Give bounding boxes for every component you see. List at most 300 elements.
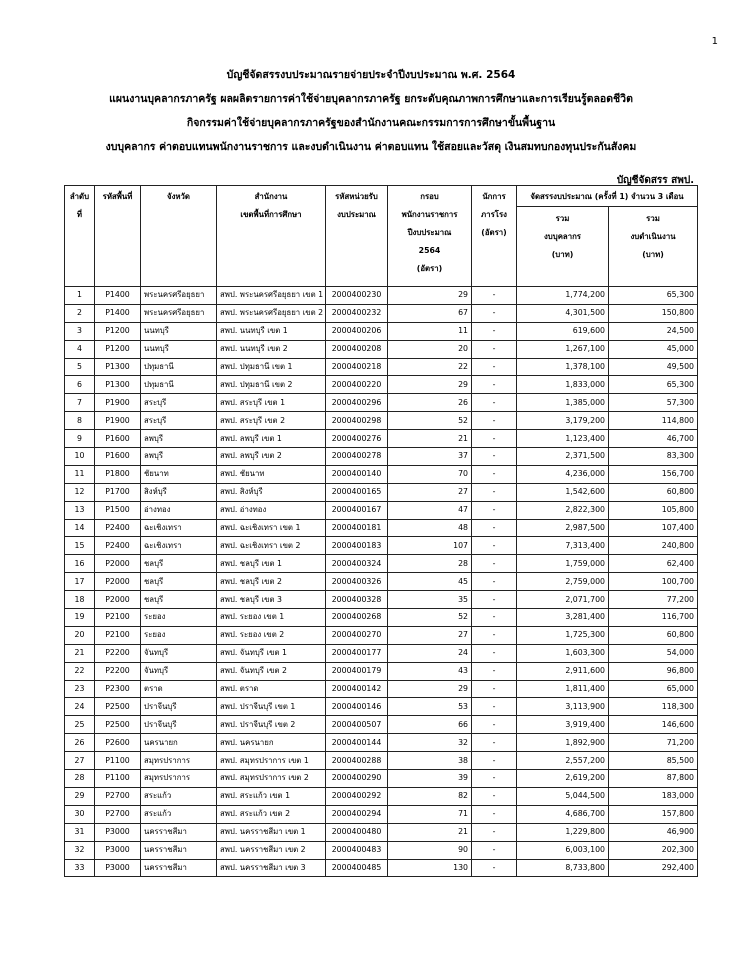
cell-quota: 27 bbox=[388, 626, 472, 644]
header-operating-line-1: รวม bbox=[646, 214, 660, 223]
cell-unit-code: 2000400328 bbox=[326, 591, 388, 609]
cell-area-code: P1400 bbox=[95, 304, 141, 322]
cell-janitor: - bbox=[472, 609, 517, 627]
cell-province: ปราจีนบุรี bbox=[141, 698, 217, 716]
cell-personnel-budget: 2,619,200 bbox=[517, 770, 609, 788]
cell-quota: 66 bbox=[388, 716, 472, 734]
cell-office: สพป. นครราชสีมา เขต 1 bbox=[217, 823, 326, 841]
cell-operating-budget: 46,900 bbox=[609, 823, 698, 841]
cell-operating-budget: 116,700 bbox=[609, 609, 698, 627]
cell-office: สพป. ปทุมธานี เขต 1 bbox=[217, 358, 326, 376]
cell-area-code: P1900 bbox=[95, 412, 141, 430]
cell-no: 1 bbox=[65, 287, 95, 305]
table-row bbox=[65, 537, 698, 555]
cell-no: 12 bbox=[65, 483, 95, 501]
cell-province: สระบุรี bbox=[141, 412, 217, 430]
table-row bbox=[65, 644, 698, 662]
cell-janitor: - bbox=[472, 752, 517, 770]
cell-office: สพป. ชลบุรี เขต 3 bbox=[217, 591, 326, 609]
header-personnel-line-3: (บาท) bbox=[551, 250, 574, 259]
cell-quota: 107 bbox=[388, 537, 472, 555]
cell-office: สพป. ชัยนาท bbox=[217, 465, 326, 483]
cell-quota: 20 bbox=[388, 340, 472, 358]
page-number: 1 bbox=[711, 36, 718, 47]
header-quota-line-5: (อัตรา) bbox=[416, 264, 443, 273]
cell-no: 23 bbox=[65, 680, 95, 698]
cell-office: สพป. นครนายก bbox=[217, 734, 326, 752]
cell-unit-code: 2000400326 bbox=[326, 573, 388, 591]
cell-province: จันทบุรี bbox=[141, 662, 217, 680]
budget-allocation-table bbox=[64, 185, 698, 877]
cell-province: นนทบุรี bbox=[141, 340, 217, 358]
cell-personnel-budget: 2,759,000 bbox=[517, 573, 609, 591]
cell-quota: 35 bbox=[388, 591, 472, 609]
cell-no: 9 bbox=[65, 430, 95, 448]
cell-province: ชลบุรี bbox=[141, 573, 217, 591]
cell-unit-code: 2000400294 bbox=[326, 805, 388, 823]
cell-operating-budget: 107,400 bbox=[609, 519, 698, 537]
cell-personnel-budget: 8,733,800 bbox=[517, 859, 609, 877]
cell-janitor: - bbox=[472, 555, 517, 573]
cell-province: สระแก้ว bbox=[141, 805, 217, 823]
cell-area-code: P2000 bbox=[95, 573, 141, 591]
cell-area-code: P1200 bbox=[95, 322, 141, 340]
cell-unit-code: 2000400144 bbox=[326, 734, 388, 752]
cell-quota: 70 bbox=[388, 465, 472, 483]
cell-operating-budget: 85,500 bbox=[609, 752, 698, 770]
cell-area-code: P2200 bbox=[95, 662, 141, 680]
cell-janitor: - bbox=[472, 322, 517, 340]
cell-office: สพป. นนทบุรี เขต 1 bbox=[217, 322, 326, 340]
cell-quota: 21 bbox=[388, 430, 472, 448]
cell-office: สพป. ตราด bbox=[217, 680, 326, 698]
cell-province: ลพบุรี bbox=[141, 448, 217, 466]
cell-quota: 24 bbox=[388, 644, 472, 662]
cell-office: สพป. จันทบุรี เขต 2 bbox=[217, 662, 326, 680]
table-row bbox=[65, 573, 698, 591]
cell-unit-code: 2000400146 bbox=[326, 698, 388, 716]
cell-quota: 28 bbox=[388, 555, 472, 573]
header-quota-line-1: กรอบ bbox=[420, 192, 439, 201]
header-quota-line-2: พนักงานราชการ bbox=[401, 210, 458, 219]
cell-janitor: - bbox=[472, 287, 517, 305]
cell-area-code: P2500 bbox=[95, 716, 141, 734]
cell-janitor: - bbox=[472, 448, 517, 466]
cell-area-code: P2100 bbox=[95, 609, 141, 627]
cell-janitor: - bbox=[472, 394, 517, 412]
cell-no: 15 bbox=[65, 537, 95, 555]
cell-unit-code: 2000400230 bbox=[326, 287, 388, 305]
cell-no: 30 bbox=[65, 805, 95, 823]
cell-janitor: - bbox=[472, 573, 517, 591]
cell-operating-budget: 183,000 bbox=[609, 787, 698, 805]
cell-personnel-budget: 3,113,900 bbox=[517, 698, 609, 716]
table-row bbox=[65, 376, 698, 394]
cell-quota: 90 bbox=[388, 841, 472, 859]
cell-janitor: - bbox=[472, 626, 517, 644]
cell-janitor: - bbox=[472, 376, 517, 394]
cell-operating-budget: 83,300 bbox=[609, 448, 698, 466]
cell-janitor: - bbox=[472, 304, 517, 322]
cell-operating-budget: 60,800 bbox=[609, 483, 698, 501]
cell-unit-code: 2000400507 bbox=[326, 716, 388, 734]
cell-operating-budget: 202,300 bbox=[609, 841, 698, 859]
cell-personnel-budget: 5,044,500 bbox=[517, 787, 609, 805]
table-row bbox=[65, 519, 698, 537]
cell-unit-code: 2000400206 bbox=[326, 322, 388, 340]
cell-office: สพป. ระยอง เขต 1 bbox=[217, 609, 326, 627]
cell-office: สพป. ชลบุรี เขต 1 bbox=[217, 555, 326, 573]
cell-janitor: - bbox=[472, 591, 517, 609]
cell-office: สพป. อ่างทอง bbox=[217, 501, 326, 519]
cell-operating-budget: 54,000 bbox=[609, 644, 698, 662]
cell-janitor: - bbox=[472, 537, 517, 555]
cell-area-code: P2200 bbox=[95, 644, 141, 662]
header-operating-line-2: งบดำเนินงาน bbox=[630, 232, 676, 241]
cell-operating-budget: 240,800 bbox=[609, 537, 698, 555]
cell-quota: 38 bbox=[388, 752, 472, 770]
cell-personnel-budget: 1,725,300 bbox=[517, 626, 609, 644]
cell-no: 17 bbox=[65, 573, 95, 591]
cell-quota: 32 bbox=[388, 734, 472, 752]
cell-unit-code: 2000400179 bbox=[326, 662, 388, 680]
cell-quota: 37 bbox=[388, 448, 472, 466]
cell-janitor: - bbox=[472, 859, 517, 877]
cell-operating-budget: 45,000 bbox=[609, 340, 698, 358]
header-personnel-line-2: งบบุคลากร bbox=[544, 232, 581, 241]
cell-office: สพป. สระแก้ว เขต 2 bbox=[217, 805, 326, 823]
table-row bbox=[65, 716, 698, 734]
cell-no: 14 bbox=[65, 519, 95, 537]
cell-janitor: - bbox=[472, 841, 517, 859]
cell-province: พระนครศรีอยุธยา bbox=[141, 287, 217, 305]
cell-office: สพป. ลพบุรี เขต 2 bbox=[217, 448, 326, 466]
cell-operating-budget: 100,700 bbox=[609, 573, 698, 591]
cell-no: 13 bbox=[65, 501, 95, 519]
cell-province: ชลบุรี bbox=[141, 555, 217, 573]
cell-no: 31 bbox=[65, 823, 95, 841]
cell-quota: 47 bbox=[388, 501, 472, 519]
cell-area-code: P1600 bbox=[95, 448, 141, 466]
cell-area-code: P2100 bbox=[95, 626, 141, 644]
cell-quota: 26 bbox=[388, 394, 472, 412]
cell-personnel-budget: 1,892,900 bbox=[517, 734, 609, 752]
cell-janitor: - bbox=[472, 805, 517, 823]
cell-province: ลพบุรี bbox=[141, 430, 217, 448]
document-headings bbox=[0, 63, 742, 159]
table-row bbox=[65, 483, 698, 501]
cell-operating-budget: 49,500 bbox=[609, 358, 698, 376]
cell-no: 16 bbox=[65, 555, 95, 573]
cell-unit-code: 2000400232 bbox=[326, 304, 388, 322]
cell-janitor: - bbox=[472, 340, 517, 358]
cell-operating-budget: 146,600 bbox=[609, 716, 698, 734]
cell-province: นครนายก bbox=[141, 734, 217, 752]
cell-operating-budget: 60,800 bbox=[609, 626, 698, 644]
cell-operating-budget: 71,200 bbox=[609, 734, 698, 752]
table-row bbox=[65, 698, 698, 716]
header-unit-code-line-2: งบประมาณ bbox=[337, 210, 376, 219]
cell-province: ระยอง bbox=[141, 626, 217, 644]
cell-personnel-budget: 1,385,000 bbox=[517, 394, 609, 412]
header-office bbox=[217, 186, 326, 287]
cell-janitor: - bbox=[472, 716, 517, 734]
cell-quota: 71 bbox=[388, 805, 472, 823]
header-quota-line-3: ปีงบประมาณ bbox=[407, 228, 452, 237]
cell-area-code: P3000 bbox=[95, 841, 141, 859]
cell-unit-code: 2000400177 bbox=[326, 644, 388, 662]
table-row bbox=[65, 626, 698, 644]
header-office-line-1: สำนักงาน bbox=[254, 192, 288, 201]
cell-unit-code: 2000400183 bbox=[326, 537, 388, 555]
table-row bbox=[65, 287, 698, 305]
cell-personnel-budget: 1,267,100 bbox=[517, 340, 609, 358]
cell-operating-budget: 292,400 bbox=[609, 859, 698, 877]
cell-office: สพป. สมุทรปราการ เขต 1 bbox=[217, 752, 326, 770]
cell-unit-code: 2000400220 bbox=[326, 376, 388, 394]
cell-janitor: - bbox=[472, 358, 517, 376]
title-line-4: งบบุคลากร ค่าตอบแทนพนักงานราชการ และงบดำเนินงาน ค่าตอบแทน ใช้สอยและวัสดุ เงินสมทบกองทุนประกันสังคม bbox=[105, 141, 637, 153]
cell-no: 32 bbox=[65, 841, 95, 859]
cell-area-code: P1300 bbox=[95, 376, 141, 394]
cell-janitor: - bbox=[472, 770, 517, 788]
cell-operating-budget: 57,300 bbox=[609, 394, 698, 412]
cell-area-code: P2000 bbox=[95, 555, 141, 573]
cell-unit-code: 2000400480 bbox=[326, 823, 388, 841]
cell-office: สพป. ฉะเชิงเทรา เขต 1 bbox=[217, 519, 326, 537]
cell-operating-budget: 157,800 bbox=[609, 805, 698, 823]
cell-unit-code: 2000400181 bbox=[326, 519, 388, 537]
table-row bbox=[65, 734, 698, 752]
cell-office: สพป. ปราจีนบุรี เขต 2 bbox=[217, 716, 326, 734]
cell-no: 20 bbox=[65, 626, 95, 644]
cell-personnel-budget: 1,833,000 bbox=[517, 376, 609, 394]
header-allocation: จัดสรรงบประมาณ (ครั้งที่ 1) จำนวน 3 เดือน bbox=[517, 186, 698, 207]
cell-unit-code: 2000400276 bbox=[326, 430, 388, 448]
cell-unit-code: 2000400270 bbox=[326, 626, 388, 644]
cell-office: สพป. นครราชสีมา เขต 3 bbox=[217, 859, 326, 877]
cell-janitor: - bbox=[472, 483, 517, 501]
header-janitor-line-3: (อัตรา) bbox=[481, 228, 507, 237]
cell-office: สพป. ระยอง เขต 2 bbox=[217, 626, 326, 644]
cell-no: 33 bbox=[65, 859, 95, 877]
cell-office: สพป. พระนครศรีอยุธยา เขต 2 bbox=[217, 304, 326, 322]
cell-personnel-budget: 2,071,700 bbox=[517, 591, 609, 609]
cell-area-code: P2400 bbox=[95, 519, 141, 537]
cell-quota: 22 bbox=[388, 358, 472, 376]
cell-operating-budget: 65,300 bbox=[609, 376, 698, 394]
cell-quota: 130 bbox=[388, 859, 472, 877]
table-row bbox=[65, 340, 698, 358]
table-row bbox=[65, 787, 698, 805]
cell-office: สพป. นนทบุรี เขต 2 bbox=[217, 340, 326, 358]
cell-province: ตราด bbox=[141, 680, 217, 698]
cell-area-code: P2700 bbox=[95, 787, 141, 805]
table-row bbox=[65, 805, 698, 823]
header-personnel-budget bbox=[517, 207, 609, 287]
cell-operating-budget: 150,800 bbox=[609, 304, 698, 322]
cell-province: นนทบุรี bbox=[141, 322, 217, 340]
cell-area-code: P1300 bbox=[95, 358, 141, 376]
title-line-3: กิจกรรมค่าใช้จ่ายบุคลากรภาครัฐของสำนักงานคณะกรรมการการศึกษาขั้นพื้นฐาน bbox=[186, 117, 556, 129]
cell-janitor: - bbox=[472, 698, 517, 716]
cell-area-code: P2300 bbox=[95, 680, 141, 698]
cell-operating-budget: 118,300 bbox=[609, 698, 698, 716]
table-header bbox=[65, 186, 698, 287]
cell-no: 8 bbox=[65, 412, 95, 430]
table-row bbox=[65, 680, 698, 698]
cell-office: สพป. ชลบุรี เขต 2 bbox=[217, 573, 326, 591]
table-row bbox=[65, 662, 698, 680]
header-quota-line-4: 2564 bbox=[418, 246, 441, 255]
cell-province: ฉะเชิงเทรา bbox=[141, 537, 217, 555]
table-row bbox=[65, 394, 698, 412]
cell-office: สพป. นครราชสีมา เขต 2 bbox=[217, 841, 326, 859]
cell-personnel-budget: 2,557,200 bbox=[517, 752, 609, 770]
cell-no: 25 bbox=[65, 716, 95, 734]
header-operating-line-3: (บาท) bbox=[642, 250, 664, 259]
header-no-line-2: ที่ bbox=[76, 210, 83, 219]
cell-quota: 21 bbox=[388, 823, 472, 841]
cell-janitor: - bbox=[472, 680, 517, 698]
cell-office: สพป. สระบุรี เขต 2 bbox=[217, 412, 326, 430]
table-row bbox=[65, 591, 698, 609]
header-janitor-line-1: นักการ bbox=[482, 192, 506, 201]
title-line-2: แผนงานบุคลากรภาครัฐ ผลผลิตรายการค่าใช้จ่ายบุคลากรภาครัฐ ยกระดับคุณภาพการศึกษาและการเรียนรู้ตลอดชีวิต bbox=[109, 93, 633, 105]
cell-province: อ่างทอง bbox=[141, 501, 217, 519]
cell-operating-budget: 105,800 bbox=[609, 501, 698, 519]
cell-province: จันทบุรี bbox=[141, 644, 217, 662]
cell-province: ชัยนาท bbox=[141, 465, 217, 483]
cell-unit-code: 2000400290 bbox=[326, 770, 388, 788]
table-row bbox=[65, 841, 698, 859]
cell-unit-code: 2000400268 bbox=[326, 609, 388, 627]
cell-quota: 29 bbox=[388, 680, 472, 698]
cell-operating-budget: 46,700 bbox=[609, 430, 698, 448]
header-operating-budget bbox=[609, 207, 698, 287]
cell-province: ฉะเชิงเทรา bbox=[141, 519, 217, 537]
cell-janitor: - bbox=[472, 430, 517, 448]
table-body bbox=[65, 287, 698, 877]
cell-no: 22 bbox=[65, 662, 95, 680]
cell-quota: 52 bbox=[388, 412, 472, 430]
cell-area-code: P1600 bbox=[95, 430, 141, 448]
cell-no: 24 bbox=[65, 698, 95, 716]
cell-personnel-budget: 3,179,200 bbox=[517, 412, 609, 430]
cell-province: ปทุมธานี bbox=[141, 376, 217, 394]
cell-janitor: - bbox=[472, 465, 517, 483]
cell-unit-code: 2000400288 bbox=[326, 752, 388, 770]
cell-janitor: - bbox=[472, 501, 517, 519]
cell-no: 7 bbox=[65, 394, 95, 412]
cell-office: สพป. ปทุมธานี เขต 2 bbox=[217, 376, 326, 394]
cell-unit-code: 2000400485 bbox=[326, 859, 388, 877]
cell-no: 10 bbox=[65, 448, 95, 466]
table-row bbox=[65, 770, 698, 788]
cell-office: สพป. จันทบุรี เขต 1 bbox=[217, 644, 326, 662]
table-row bbox=[65, 322, 698, 340]
cell-area-code: P1400 bbox=[95, 287, 141, 305]
cell-unit-code: 2000400292 bbox=[326, 787, 388, 805]
cell-province: สระบุรี bbox=[141, 394, 217, 412]
cell-no: 2 bbox=[65, 304, 95, 322]
header-area-code: รหัสพื้นที่ bbox=[95, 186, 141, 287]
cell-no: 18 bbox=[65, 591, 95, 609]
cell-no: 3 bbox=[65, 322, 95, 340]
cell-office: สพป. พระนครศรีอยุธยา เขต 1 bbox=[217, 287, 326, 305]
cell-personnel-budget: 619,600 bbox=[517, 322, 609, 340]
cell-operating-budget: 114,800 bbox=[609, 412, 698, 430]
cell-no: 6 bbox=[65, 376, 95, 394]
cell-operating-budget: 77,200 bbox=[609, 591, 698, 609]
cell-province: นครราชสีมา bbox=[141, 823, 217, 841]
cell-area-code: P3000 bbox=[95, 859, 141, 877]
cell-quota: 29 bbox=[388, 287, 472, 305]
table-row bbox=[65, 412, 698, 430]
cell-janitor: - bbox=[472, 662, 517, 680]
cell-area-code: P1200 bbox=[95, 340, 141, 358]
cell-personnel-budget: 1,603,300 bbox=[517, 644, 609, 662]
header-unit-code bbox=[326, 186, 388, 287]
table-row bbox=[65, 752, 698, 770]
cell-janitor: - bbox=[472, 734, 517, 752]
table-row bbox=[65, 609, 698, 627]
table-row bbox=[65, 823, 698, 841]
cell-personnel-budget: 1,542,600 bbox=[517, 483, 609, 501]
cell-office: สพป. สิงห์บุรี bbox=[217, 483, 326, 501]
cell-personnel-budget: 1,811,400 bbox=[517, 680, 609, 698]
cell-office: สพป. สมุทรปราการ เขต 2 bbox=[217, 770, 326, 788]
cell-personnel-budget: 1,378,100 bbox=[517, 358, 609, 376]
cell-operating-budget: 156,700 bbox=[609, 465, 698, 483]
cell-quota: 67 bbox=[388, 304, 472, 322]
cell-personnel-budget: 2,987,500 bbox=[517, 519, 609, 537]
cell-area-code: P2000 bbox=[95, 591, 141, 609]
cell-area-code: P2400 bbox=[95, 537, 141, 555]
cell-office: สพป. สระแก้ว เขต 1 bbox=[217, 787, 326, 805]
cell-no: 27 bbox=[65, 752, 95, 770]
cell-province: สระแก้ว bbox=[141, 787, 217, 805]
cell-area-code: P1100 bbox=[95, 770, 141, 788]
cell-personnel-budget: 1,774,200 bbox=[517, 287, 609, 305]
table-row bbox=[65, 465, 698, 483]
cell-no: 19 bbox=[65, 609, 95, 627]
table-row bbox=[65, 358, 698, 376]
header-janitor-line-2: ภารโรง bbox=[481, 210, 507, 219]
cell-no: 21 bbox=[65, 644, 95, 662]
cell-quota: 29 bbox=[388, 376, 472, 394]
cell-province: ปราจีนบุรี bbox=[141, 716, 217, 734]
cell-unit-code: 2000400208 bbox=[326, 340, 388, 358]
cell-quota: 82 bbox=[388, 787, 472, 805]
header-quota bbox=[388, 186, 472, 287]
cell-personnel-budget: 3,919,400 bbox=[517, 716, 609, 734]
cell-operating-budget: 87,800 bbox=[609, 770, 698, 788]
cell-unit-code: 2000400167 bbox=[326, 501, 388, 519]
cell-area-code: P2700 bbox=[95, 805, 141, 823]
cell-personnel-budget: 4,686,700 bbox=[517, 805, 609, 823]
cell-personnel-budget: 3,281,400 bbox=[517, 609, 609, 627]
cell-unit-code: 2000400296 bbox=[326, 394, 388, 412]
table-row bbox=[65, 859, 698, 877]
cell-area-code: P1100 bbox=[95, 752, 141, 770]
header-province: จังหวัด bbox=[141, 186, 217, 287]
cell-province: ชลบุรี bbox=[141, 591, 217, 609]
cell-no: 5 bbox=[65, 358, 95, 376]
cell-area-code: P3000 bbox=[95, 823, 141, 841]
cell-personnel-budget: 2,911,600 bbox=[517, 662, 609, 680]
table-row bbox=[65, 555, 698, 573]
